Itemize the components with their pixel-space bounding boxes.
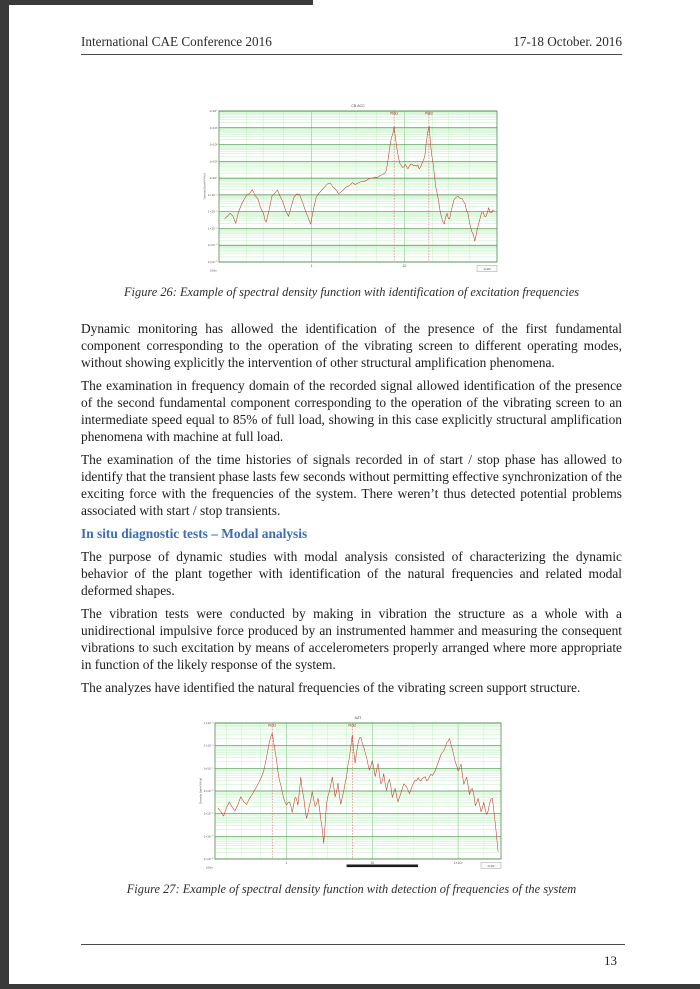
svg-text:1×10²: 1×10² [482,267,491,271]
svg-text:Pick1: Pick1 [389,111,398,116]
chart-svg [198,712,506,872]
chart-svg [202,100,502,275]
svg-text:1×10⁻³: 1×10⁻³ [207,226,217,231]
section-heading-modal-analysis: In situ diagnostic tests – Modal analysis [81,526,308,541]
svg-text:1×10²: 1×10² [209,142,217,147]
svg-text:1×10⁻²: 1×10⁻² [203,721,213,725]
svg-text:1×10²: 1×10² [486,864,495,868]
svg-text:1×10²: 1×10² [453,861,463,865]
svg-text:1×10³: 1×10³ [209,125,217,130]
header-date: 17-18 October. 2016 [513,34,622,49]
figure-26-caption: Figure 26: Example of spectral density function with identification of excitation frequencies [123,285,580,299]
figure-27-spectral-density-chart [198,712,506,872]
svg-text:1×10⁻¹: 1×10⁻¹ [207,192,217,197]
x-axis-end-label-box [477,266,497,272]
y-axis-label: Density [(m/s²)²/Hz] [202,173,207,200]
svg-text:1×10⁻³: 1×10⁻³ [203,743,213,748]
svg-text:Pick2: Pick2 [347,723,356,728]
header-rule [81,54,622,55]
svg-text:1×10⁻⁶: 1×10⁻⁶ [203,811,213,816]
svg-text:1×10⁻⁵: 1×10⁻⁵ [203,789,213,793]
svg-text:Pick2: Pick2 [424,111,433,116]
paragraph-analyzes-identified: The analyzes have identified the natural frequencies of the vibrating screen support structure. [81,680,581,695]
svg-text:1: 1 [310,264,313,268]
figure-27 [81,712,622,897]
paragraph-vibration-tests: The vibration tests were conducted by making in vibration the structure as a whole with a unidirectional impulsive force produced by an instrumented hammer and measuring the consequent vibrations to such excitation by means of accelerometers properly arranged where more appropriate in function of the likely response of the system. [81,606,622,672]
figure-26-spectral-density-chart [202,100,502,275]
y-tick-labels [207,109,218,264]
svg-text:1: 1 [285,861,287,865]
svg-text:1×10⁻⁵: 1×10⁻⁵ [207,260,217,264]
chart-title: AZT [354,716,361,720]
figure-27-caption: Figure 27: Example of spectral density function with detection of frequencies of the system [126,882,577,896]
paragraph-frequency-domain: The examination in frequency domain of the recorded signal allowed identification of the presence of the second fundamental component corresponding to the operation of the vibrating screen to an intermediate speed equal to 85% of full load, showing in this case explicitly structural amplification phenomena with machine at full load. [81,378,622,444]
annotation-scale-bar [346,865,418,868]
x-axis-start-label: 100m [205,865,213,870]
header-conference-title: International CAE Conference 2016 [81,34,272,49]
svg-text:1×10⁴: 1×10⁴ [208,109,217,113]
x-tick-labels [310,264,406,268]
y-tick-labels [203,721,214,861]
x-axis-end-label-box [481,863,501,869]
page-number: 13 [604,953,617,968]
x-tick-labels [285,861,463,865]
paragraph-dynamic-monitoring: Dynamic monitoring has allowed the identification of the presence of the first fundamental component corresponding to the operation of the vibrating screen to different operating modes, without showing explicitly the intervention of other structural amplification phenomena. [81,321,622,370]
paragraph-time-histories: The examination of the time histories of signals recorded in of start / stop phase has allowed to identify that the transient phase lasts few seconds without permitting effective synchronization of the exciting force with the frequencies of the system. There weren’t thus detected potential problems associated with start / stop transients. [81,452,622,518]
x-axis-start-label: 100m [209,268,217,273]
svg-text:1×10⁻²: 1×10⁻² [207,209,217,214]
y-axis-label: Density [(m/s²)²/Hz] [198,778,203,804]
paragraph-purpose-dynamic-studies: The purpose of dynamic studies with modal analysis consisted of characterizing the dynamic behavior of the plant together with identification of the natural frequencies and related modal deformed shapes. [81,549,622,598]
plot-area [219,111,497,262]
svg-text:1×10⁰: 1×10⁰ [208,176,217,181]
figure-26 [81,100,622,300]
svg-text:1×10¹: 1×10¹ [209,159,217,164]
page-header [81,34,622,50]
svg-text:10: 10 [369,861,374,865]
svg-text:10: 10 [401,264,406,268]
svg-text:1×10⁻⁴: 1×10⁻⁴ [203,766,213,771]
svg-text:1×10⁻⁷: 1×10⁻⁷ [203,834,213,839]
svg-text:Pick1: Pick1 [267,723,276,728]
svg-text:1×10⁻⁴: 1×10⁻⁴ [207,243,217,248]
page-footer [81,944,625,969]
chart-title: CB ACC [350,104,365,108]
svg-text:1×10⁻⁸: 1×10⁻⁸ [203,857,213,861]
